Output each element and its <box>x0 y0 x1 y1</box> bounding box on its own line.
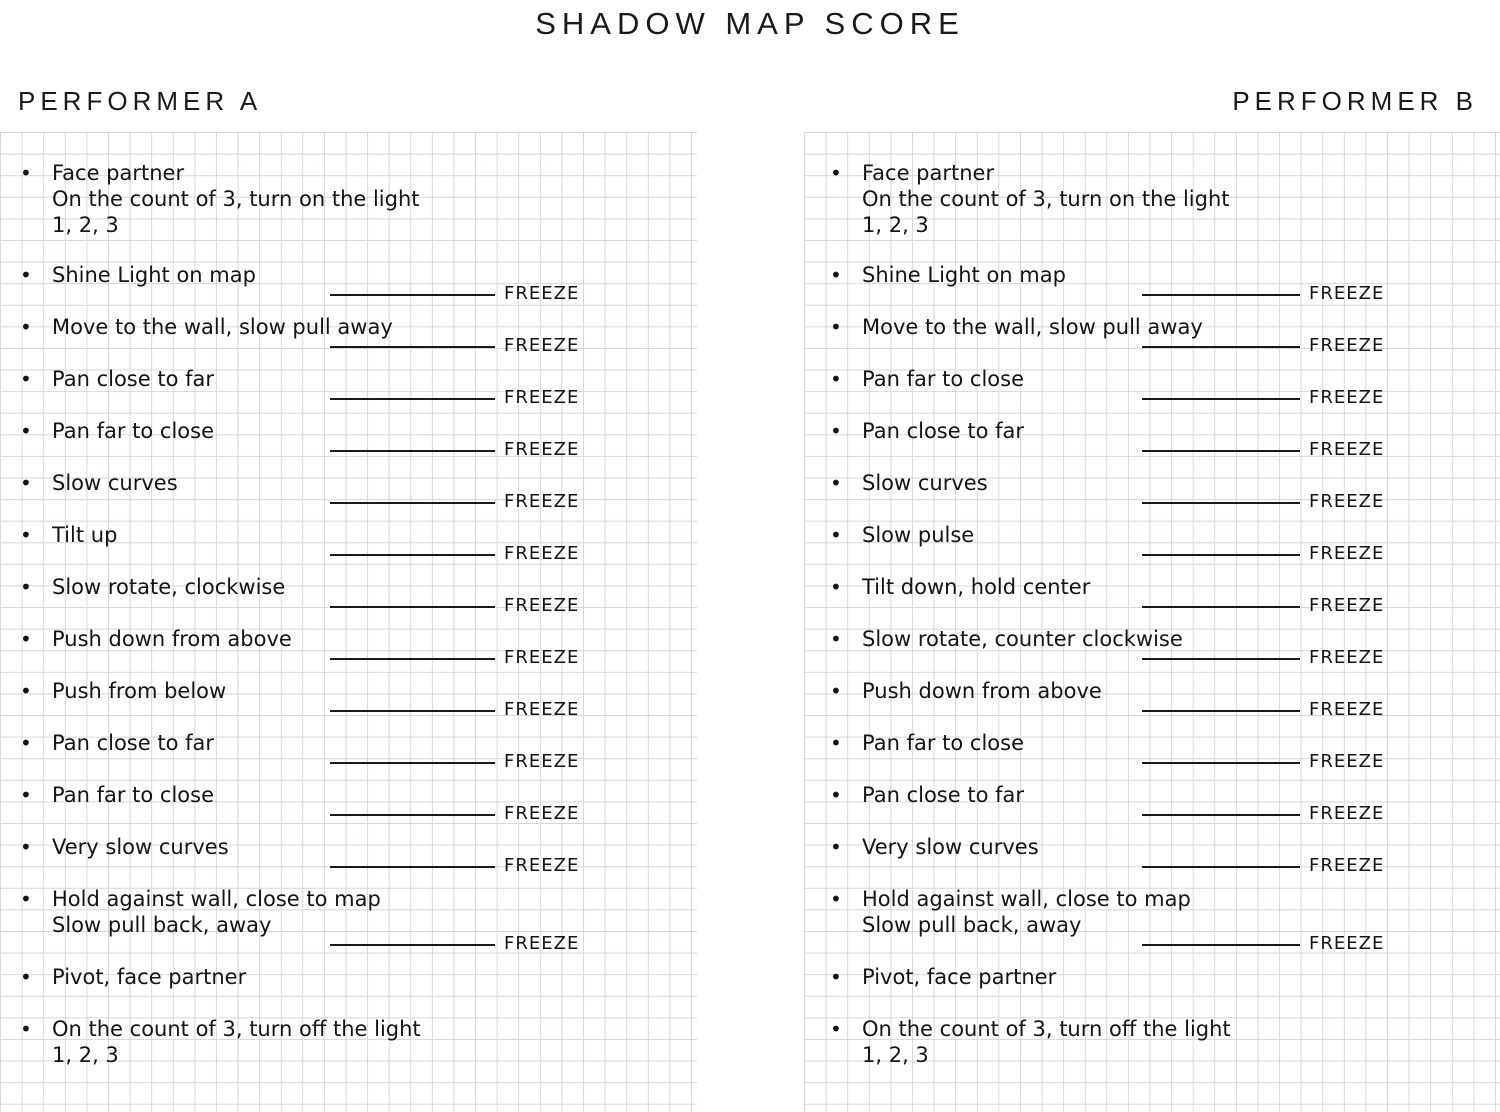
list-item <box>830 730 1024 756</box>
list-item <box>20 470 178 496</box>
freeze-label: FREEZE <box>1309 699 1385 720</box>
list-item <box>830 314 1203 340</box>
instruction-text: Move to the wall, slow pull away <box>862 315 1203 339</box>
freeze-label: FREEZE <box>1309 595 1385 616</box>
freeze-line <box>330 450 495 452</box>
freeze-label: FREEZE <box>1309 855 1385 876</box>
bullet-icon: • <box>830 161 842 185</box>
instruction-text: Pan close to far <box>862 783 1024 807</box>
list-item <box>20 574 286 600</box>
bullet-icon: • <box>20 575 32 599</box>
freeze-label: FREEZE <box>504 933 580 954</box>
instruction-text: Push down from above <box>52 627 292 651</box>
instruction-subtext: 1, 2, 3 <box>862 1043 929 1067</box>
instruction-subtext: 1, 2, 3 <box>52 213 119 237</box>
freeze-line <box>330 606 495 608</box>
instruction-text: Face partner <box>52 161 185 185</box>
bullet-icon: • <box>20 965 32 989</box>
freeze-label: FREEZE <box>504 803 580 824</box>
bullet-icon: • <box>20 731 32 755</box>
instruction-text: Slow rotate, counter clockwise <box>862 627 1183 651</box>
bullet-icon: • <box>20 835 32 859</box>
instruction-text: Shine Light on map <box>52 263 256 287</box>
instruction-text: Push from below <box>52 679 227 703</box>
bullet-icon: • <box>830 887 842 911</box>
list-item <box>20 964 247 990</box>
bullet-icon: • <box>830 679 842 703</box>
performer-b-heading: PERFORMER B <box>1232 86 1478 116</box>
instruction-text: Pan close to far <box>52 731 214 755</box>
instruction-text: Shine Light on map <box>862 263 1066 287</box>
list-item <box>830 366 1024 392</box>
instruction-subtext: On the count of 3, turn on the light <box>52 187 420 211</box>
list-item <box>830 886 1191 938</box>
freeze-line <box>330 346 495 348</box>
instruction-subtext: On the count of 3, turn on the light <box>862 187 1230 211</box>
instruction-text: Very slow curves <box>52 835 229 859</box>
bullet-icon: • <box>20 471 32 495</box>
list-item <box>830 678 1102 704</box>
list-item <box>830 418 1024 444</box>
instruction-text: Face partner <box>862 161 995 185</box>
instruction-text: Pan close to far <box>862 419 1024 443</box>
freeze-line <box>330 294 495 296</box>
list-item <box>830 262 1066 288</box>
list-item <box>830 626 1183 652</box>
freeze-label: FREEZE <box>1309 439 1385 460</box>
freeze-label: FREEZE <box>1309 335 1385 356</box>
freeze-line <box>1142 710 1300 712</box>
bullet-icon: • <box>20 1017 32 1041</box>
list-item <box>830 574 1091 600</box>
list-item <box>830 964 1057 990</box>
list-item <box>20 782 214 808</box>
instruction-text: Hold against wall, close to map <box>862 887 1191 911</box>
instruction-text: Push down from above <box>862 679 1102 703</box>
instruction-text: Slow pulse <box>862 523 975 547</box>
page-title: SHADOW MAP SCORE <box>535 6 965 41</box>
instruction-text: Pan close to far <box>52 367 214 391</box>
instruction-text: On the count of 3, turn off the light <box>862 1017 1231 1041</box>
instruction-subtext: Slow pull back, away <box>862 913 1082 937</box>
bullet-icon: • <box>20 887 32 911</box>
instruction-text: Tilt up <box>52 523 118 547</box>
bullet-icon: • <box>830 315 842 339</box>
list-item <box>20 314 393 340</box>
instruction-text: Hold against wall, close to map <box>52 887 381 911</box>
instruction-text: Pan far to close <box>862 731 1024 755</box>
freeze-label: FREEZE <box>504 491 580 512</box>
freeze-label: FREEZE <box>1309 751 1385 772</box>
bullet-icon: • <box>830 575 842 599</box>
freeze-label: FREEZE <box>1309 933 1385 954</box>
performer-b-sheet <box>804 132 1500 1112</box>
performer-a-heading: PERFORMER A <box>18 86 263 116</box>
bullet-icon: • <box>20 315 32 339</box>
bullet-icon: • <box>20 419 32 443</box>
list-item <box>20 834 229 860</box>
bullet-icon: • <box>830 965 842 989</box>
freeze-label: FREEZE <box>1309 803 1385 824</box>
freeze-line <box>1142 554 1300 556</box>
freeze-line <box>1142 294 1300 296</box>
freeze-label: FREEZE <box>1309 283 1385 304</box>
bullet-icon: • <box>830 471 842 495</box>
freeze-line <box>330 502 495 504</box>
freeze-label: FREEZE <box>504 543 580 564</box>
bullet-icon: • <box>20 161 32 185</box>
freeze-line <box>1142 762 1300 764</box>
bullet-icon: • <box>830 731 842 755</box>
freeze-line <box>330 762 495 764</box>
freeze-label: FREEZE <box>504 283 580 304</box>
list-item <box>20 418 214 444</box>
freeze-line <box>330 944 495 946</box>
instruction-text: Pan far to close <box>862 367 1024 391</box>
list-item <box>20 366 214 392</box>
bullet-icon: • <box>830 263 842 287</box>
list-item <box>20 886 381 938</box>
list-item <box>20 626 292 652</box>
instruction-subtext: Slow pull back, away <box>52 913 272 937</box>
bullet-icon: • <box>20 627 32 651</box>
freeze-line <box>1142 346 1300 348</box>
instruction-text: Tilt down, hold center <box>862 575 1091 599</box>
bullet-icon: • <box>20 783 32 807</box>
list-item <box>20 522 118 548</box>
freeze-line <box>330 554 495 556</box>
bullet-icon: • <box>830 1017 842 1041</box>
instruction-text: Pivot, face partner <box>52 965 247 989</box>
list-item <box>830 522 975 548</box>
freeze-label: FREEZE <box>504 387 580 408</box>
freeze-line <box>330 710 495 712</box>
freeze-label: FREEZE <box>1309 491 1385 512</box>
freeze-label: FREEZE <box>504 699 580 720</box>
freeze-line <box>1142 450 1300 452</box>
bullet-icon: • <box>20 263 32 287</box>
instruction-text: Slow curves <box>862 471 988 495</box>
instruction-text: Very slow curves <box>862 835 1039 859</box>
freeze-line <box>1142 814 1300 816</box>
list-item <box>20 678 227 704</box>
list-item <box>20 730 214 756</box>
bullet-icon: • <box>830 419 842 443</box>
freeze-label: FREEZE <box>504 439 580 460</box>
instruction-text: Move to the wall, slow pull away <box>52 315 393 339</box>
list-item <box>20 160 420 238</box>
list-item <box>830 834 1039 860</box>
bullet-icon: • <box>830 523 842 547</box>
instruction-text: Slow rotate, clockwise <box>52 575 286 599</box>
bullet-icon: • <box>20 679 32 703</box>
instruction-subtext: 1, 2, 3 <box>52 1043 119 1067</box>
freeze-label: FREEZE <box>504 595 580 616</box>
freeze-line <box>1142 502 1300 504</box>
instruction-text: Pan far to close <box>52 783 214 807</box>
instruction-subtext: 1, 2, 3 <box>862 213 929 237</box>
bullet-icon: • <box>830 367 842 391</box>
freeze-line <box>1142 658 1300 660</box>
freeze-label: FREEZE <box>1309 387 1385 408</box>
freeze-line <box>1142 866 1300 868</box>
instruction-text: Pan far to close <box>52 419 214 443</box>
list-item <box>830 160 1230 238</box>
freeze-label: FREEZE <box>504 335 580 356</box>
bullet-icon: • <box>20 367 32 391</box>
list-item <box>830 470 988 496</box>
list-item <box>20 262 256 288</box>
list-item <box>20 1016 421 1068</box>
freeze-line <box>1142 398 1300 400</box>
list-item <box>830 782 1024 808</box>
bullet-icon: • <box>830 627 842 651</box>
freeze-line <box>1142 606 1300 608</box>
performer-a-sheet <box>0 132 697 1112</box>
freeze-label: FREEZE <box>504 855 580 876</box>
freeze-line <box>330 398 495 400</box>
freeze-line <box>330 866 495 868</box>
freeze-label: FREEZE <box>1309 647 1385 668</box>
freeze-line <box>330 658 495 660</box>
freeze-line <box>330 814 495 816</box>
bullet-icon: • <box>830 783 842 807</box>
freeze-label: FREEZE <box>1309 543 1385 564</box>
instruction-text: On the count of 3, turn off the light <box>52 1017 421 1041</box>
instruction-text: Slow curves <box>52 471 178 495</box>
bullet-icon: • <box>20 523 32 547</box>
bullet-icon: • <box>830 835 842 859</box>
instruction-text: Pivot, face partner <box>862 965 1057 989</box>
freeze-line <box>1142 944 1300 946</box>
list-item <box>830 1016 1231 1068</box>
freeze-label: FREEZE <box>504 751 580 772</box>
freeze-label: FREEZE <box>504 647 580 668</box>
